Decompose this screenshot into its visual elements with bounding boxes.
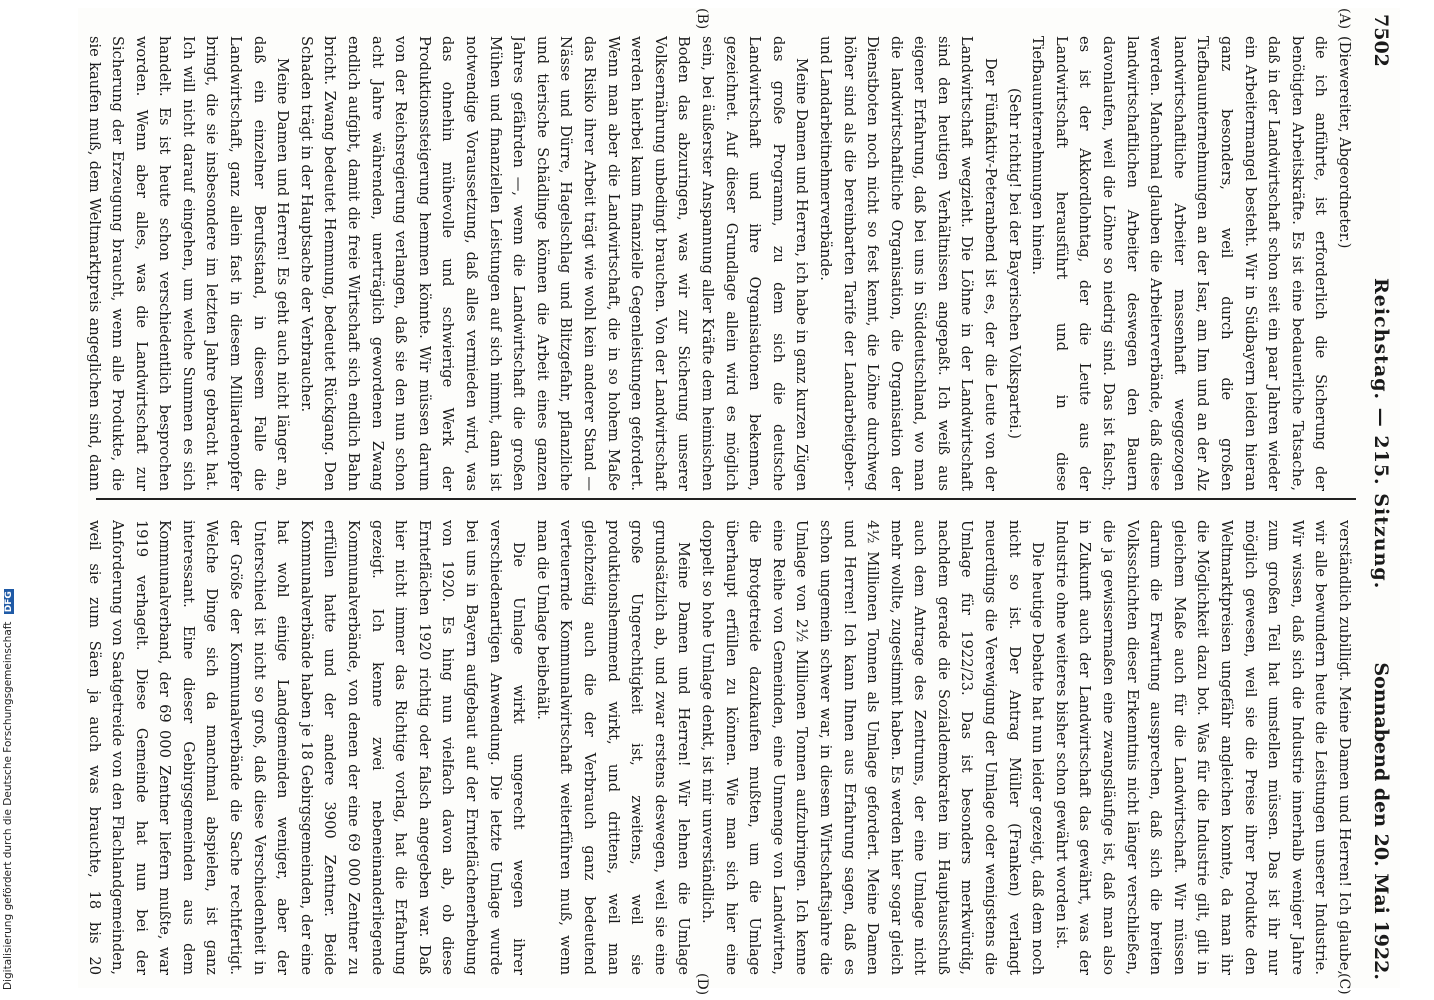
paragraph: Meine Damen und Herren! Wir lehnen die Umlage grundsätzlich ab, und zwar erstens deswegen, weil sie eine große Ungerechtigkeit ist, zweitens, weil sie produktionshemmend wirkt, und drittens, weil man gleichzeitig auch die der Verbrauch ganz bedeutend verteuernde Kommunalwirtschaft weiterführen muß, wenn man die Umlage beibehält. bbox=[533, 520, 693, 975]
paragraph: die ich anführte, ist erforderlich die Sicherung der benötigten Arbeitskräfte. Es ist eine bedauerliche Tatsache, daß in der Landwirtschaft schon seit ein paar Jahren wieder ein Arbeitermangel besteht. Wir in Südbayern leiden hieran ganz besonders, weil durch die großen Tiefbauunternehmungen an der Isar, am Inn und an der Alz landwirtschaftliche Arbeiter massenhaft weggezogen werden. Manchmal glauben die Arbeiterverbände, daß diese landwirtschaftlichen Arbeiter deswegen den Bauern davonlaufen, weil die Löhne so niedrig sind. Das ist falsch; es ist der Akkordlohntag, der die Leute aus der Landwirtschaft herausführt und in diese Tiefbauunternehmungen hinein. bbox=[1029, 36, 1330, 491]
paragraph: verständlich zubilligt. Meine Damen und Herren! Ich glaube, wir alle bewundern heute die Leistungen unserer Industrie. Wir wissen, daß sich die Industrie innerhalb weniger Jahre zum großen Teil hat umstellen müssen. Das ist ihr nur möglich gewesen, weil sie die Preise ihrer Produkte den Weltmarktpreisen ungefähr angleichen konnte, da man ihr die Möglichkeit dazu bot. Was für die Industrie gilt, gilt in gleichem Maße auch für die Landwirtschaft. Wir müssen darum die Erwartung aussprechen, daß sich die breiten Volksschichten dieser Erkenntnis nicht länger verschließen, die ja gewissermaßen eine zwangsläufige ist, daß man also in Zukunft auch der Landwirtschaft das gewährt, was der Industrie ohne weiteres bisher schon gewährt worden ist. bbox=[1052, 520, 1353, 975]
left-column bbox=[86, 36, 1356, 491]
scanned-page bbox=[78, 8, 1400, 996]
right-column bbox=[86, 520, 1356, 975]
paragraph: Meine Damen und Herren! Es geht auch nicht länger an, daß ein einzelner Berufsstand, in diesem Falle die Landwirtschaft, ganz allein fast in diesem Milliardenopfer bringt, die sie insbesondere im letzten Jahre gebracht hat. Ich will nicht darauf eingehen, um welche Summen es sich handelt. Es ist heute schon verschiedentlich besprochen worden. Wenn aber alles, was die Landwirtschaft zur Sicherung der Erzeugung braucht, wenn alle Produkte, die sie kaufen muß, dem Weltmarktpreis angeglichen sind, dann bbox=[86, 36, 292, 491]
paragraph: Meine Damen und Herren, ich habe in ganz kurzen Zügen das große Programm, zu dem sich die deutsche Landwirtschaft und ihre Organisationen bekennen, gezeichnet. Auf dieser Grundlage allein wird es möglich sein, bei äußerster Anspannung aller Kräfte dem heimischen Boden das abzuringen, was wir zur Sicherung unserer Volksernährung unbedingt brauchen. Von der Landwirtschaft werden hierbei kaum finanzielle Gegenleistungen gefordert. Wenn man aber die Landwirtschaft, die in so hohem Maße das Risiko ihrer Arbeit trägt wie wohl kein anderer Stand — Nässe und Dürre, Hagelschlag und Blitzgefahr, pflanzliche und tierische Schädlinge können die Arbeit eines ganzen Jahres gefährden —, wenn die Landwirtschaft die großen Mühen und finanziellen Leistungen auf sich nimmt, dann ist notwendige Voraussetzung, daß alles vermieden wird, was das ohnehin mühevolle und schwierige Werk der Produktionssteigerung hemmen könnte. Wir müssen darum von der Reichsregierung verlangen, daß sie den nun schon acht Jahre währenden, unerträglich gewordenen Zwang endlich aufgibt, damit die freie Wirtschaft sich endlich Bahn bricht. Zwang bedeutet Hemmung, bedeutet Rückgang. Den Schaden trägt in der Hauptsache der Verbraucher. bbox=[297, 36, 811, 491]
paragraph: (Diewereiter, Abgeordneter.) bbox=[1336, 36, 1353, 249]
margin-marker-d: (D) bbox=[694, 973, 710, 996]
paragraph: Der Fünfaktiv-Peteranbend ist es, der die Leute von der Landwirtschaft wegzieht. Die Löhne in der Landwirtschaft sind den heutigen Verhältnissen angepaßt. Ich weiß aus eigener Erfahrung, daß bei uns in Süddeutschland, wo man die landwirtschaftliche Organisation, die Organisation der Dienstboten noch nicht so fest kennt, die Löhne durchweg höher sind als die bereinbarten Tarife der Landarbeitgeber- und Landarbeitnehmerverbände. bbox=[816, 36, 1000, 491]
paragraph: Die Umlage wirkt ungerecht wegen ihrer verschiedenartigen Anwendung. Die letzte Umlage wurde bei uns in Bayern aufgebaut auf der Ernteflächenerhebung von 1920. Es hing nun vielfach davon ab, ob diese Ernteflächen 1920 richtig oder falsch angegeben war. Daß hier nicht immer das Richtige vorlag, hat die Erfahrung gezeigt. Ich kenne zwei nebeneinanderliegende Kommunalverbände, von denen der eine 69 000 Zentner zu erfüllen hatte und der andere 3900 Zentner. Beide Kommunalverbände haben je 18 Gebirgsgemeinden, der eine hat wohl einige Landgemeinden weniger, aber der Unterschied ist nicht so groß, daß diese Verschiedenheit in der Größe der Kommunalverbände die Sache rechtfertigt. Welche Dinge sich da manchmal abspielen, ist ganz interessant. Eine dieser Gebirgsgemeinden aus dem Kommunalverband, der 69 000 Zentner liefern mußte, war 1919 verhagelt. Diese Gemeinde hat nun bei der Anforderung von Saatgetreide von den Flachlandgemeinden, weil sie zum Säen ja auch was brauchte, 18 bis 20 bbox=[86, 520, 528, 975]
paragraph: (Sehr richtig! bei der Bayerischen Volkspartei.) bbox=[1005, 87, 1023, 439]
page-number: 7502 bbox=[1370, 14, 1392, 67]
credit-text: Digitalisierung gefördert durch die Deutsche Forschungsgemeinschaft bbox=[2, 621, 14, 990]
dfg-logo: DFG bbox=[4, 591, 14, 613]
paragraph: Die heutige Debatte hat nun leider gezeigt, daß dem noch nicht so ist. Der Antrag Müller (Franken) verlangt neuerdings die Verewigung der Umlage oder wenigstens die Umlage für 1922/23. Das ist besonders merkwürdig, nachdem gerade die Sozialdemokraten im Hauptausschuß auch dem Antrage des Zentrums, der eine Umlage nicht mehr wollte, zugestimmt haben. Es werden hier sogar gleich 4½ Millionen Tonnen als Umlage gefordert. Meine Damen und Herren! Ich kann Ihnen aus Erfahrung sagen, daß es schon ungemein schwer war, in diesem Wirtschaftsjahre die Umlage von 2½ Millionen Tonnen aufzubringen. Ich kenne eine Reihe von Gemeinden, eine Unmenge von Landwirten, die Brotgetreide dazukaufen mußten, um die Umlage überhaupt erfüllen zu können. Wie man sich hier eine doppelt so hohe Umlage denkt, ist mir unverständlich. bbox=[698, 520, 1047, 975]
page-header bbox=[1360, 8, 1400, 988]
session-date: Sonnabend den 20. Mai 1922. bbox=[1370, 662, 1392, 980]
margin-marker-a: (A) bbox=[1336, 8, 1352, 30]
margin-marker-b: (B) bbox=[694, 8, 710, 30]
column-divider bbox=[96, 498, 1356, 500]
digitization-credit bbox=[2, 589, 14, 990]
page-title: Reichstag. — 215. Sitzung. bbox=[1370, 278, 1392, 590]
margin-marker-c: (C) bbox=[1336, 973, 1352, 995]
